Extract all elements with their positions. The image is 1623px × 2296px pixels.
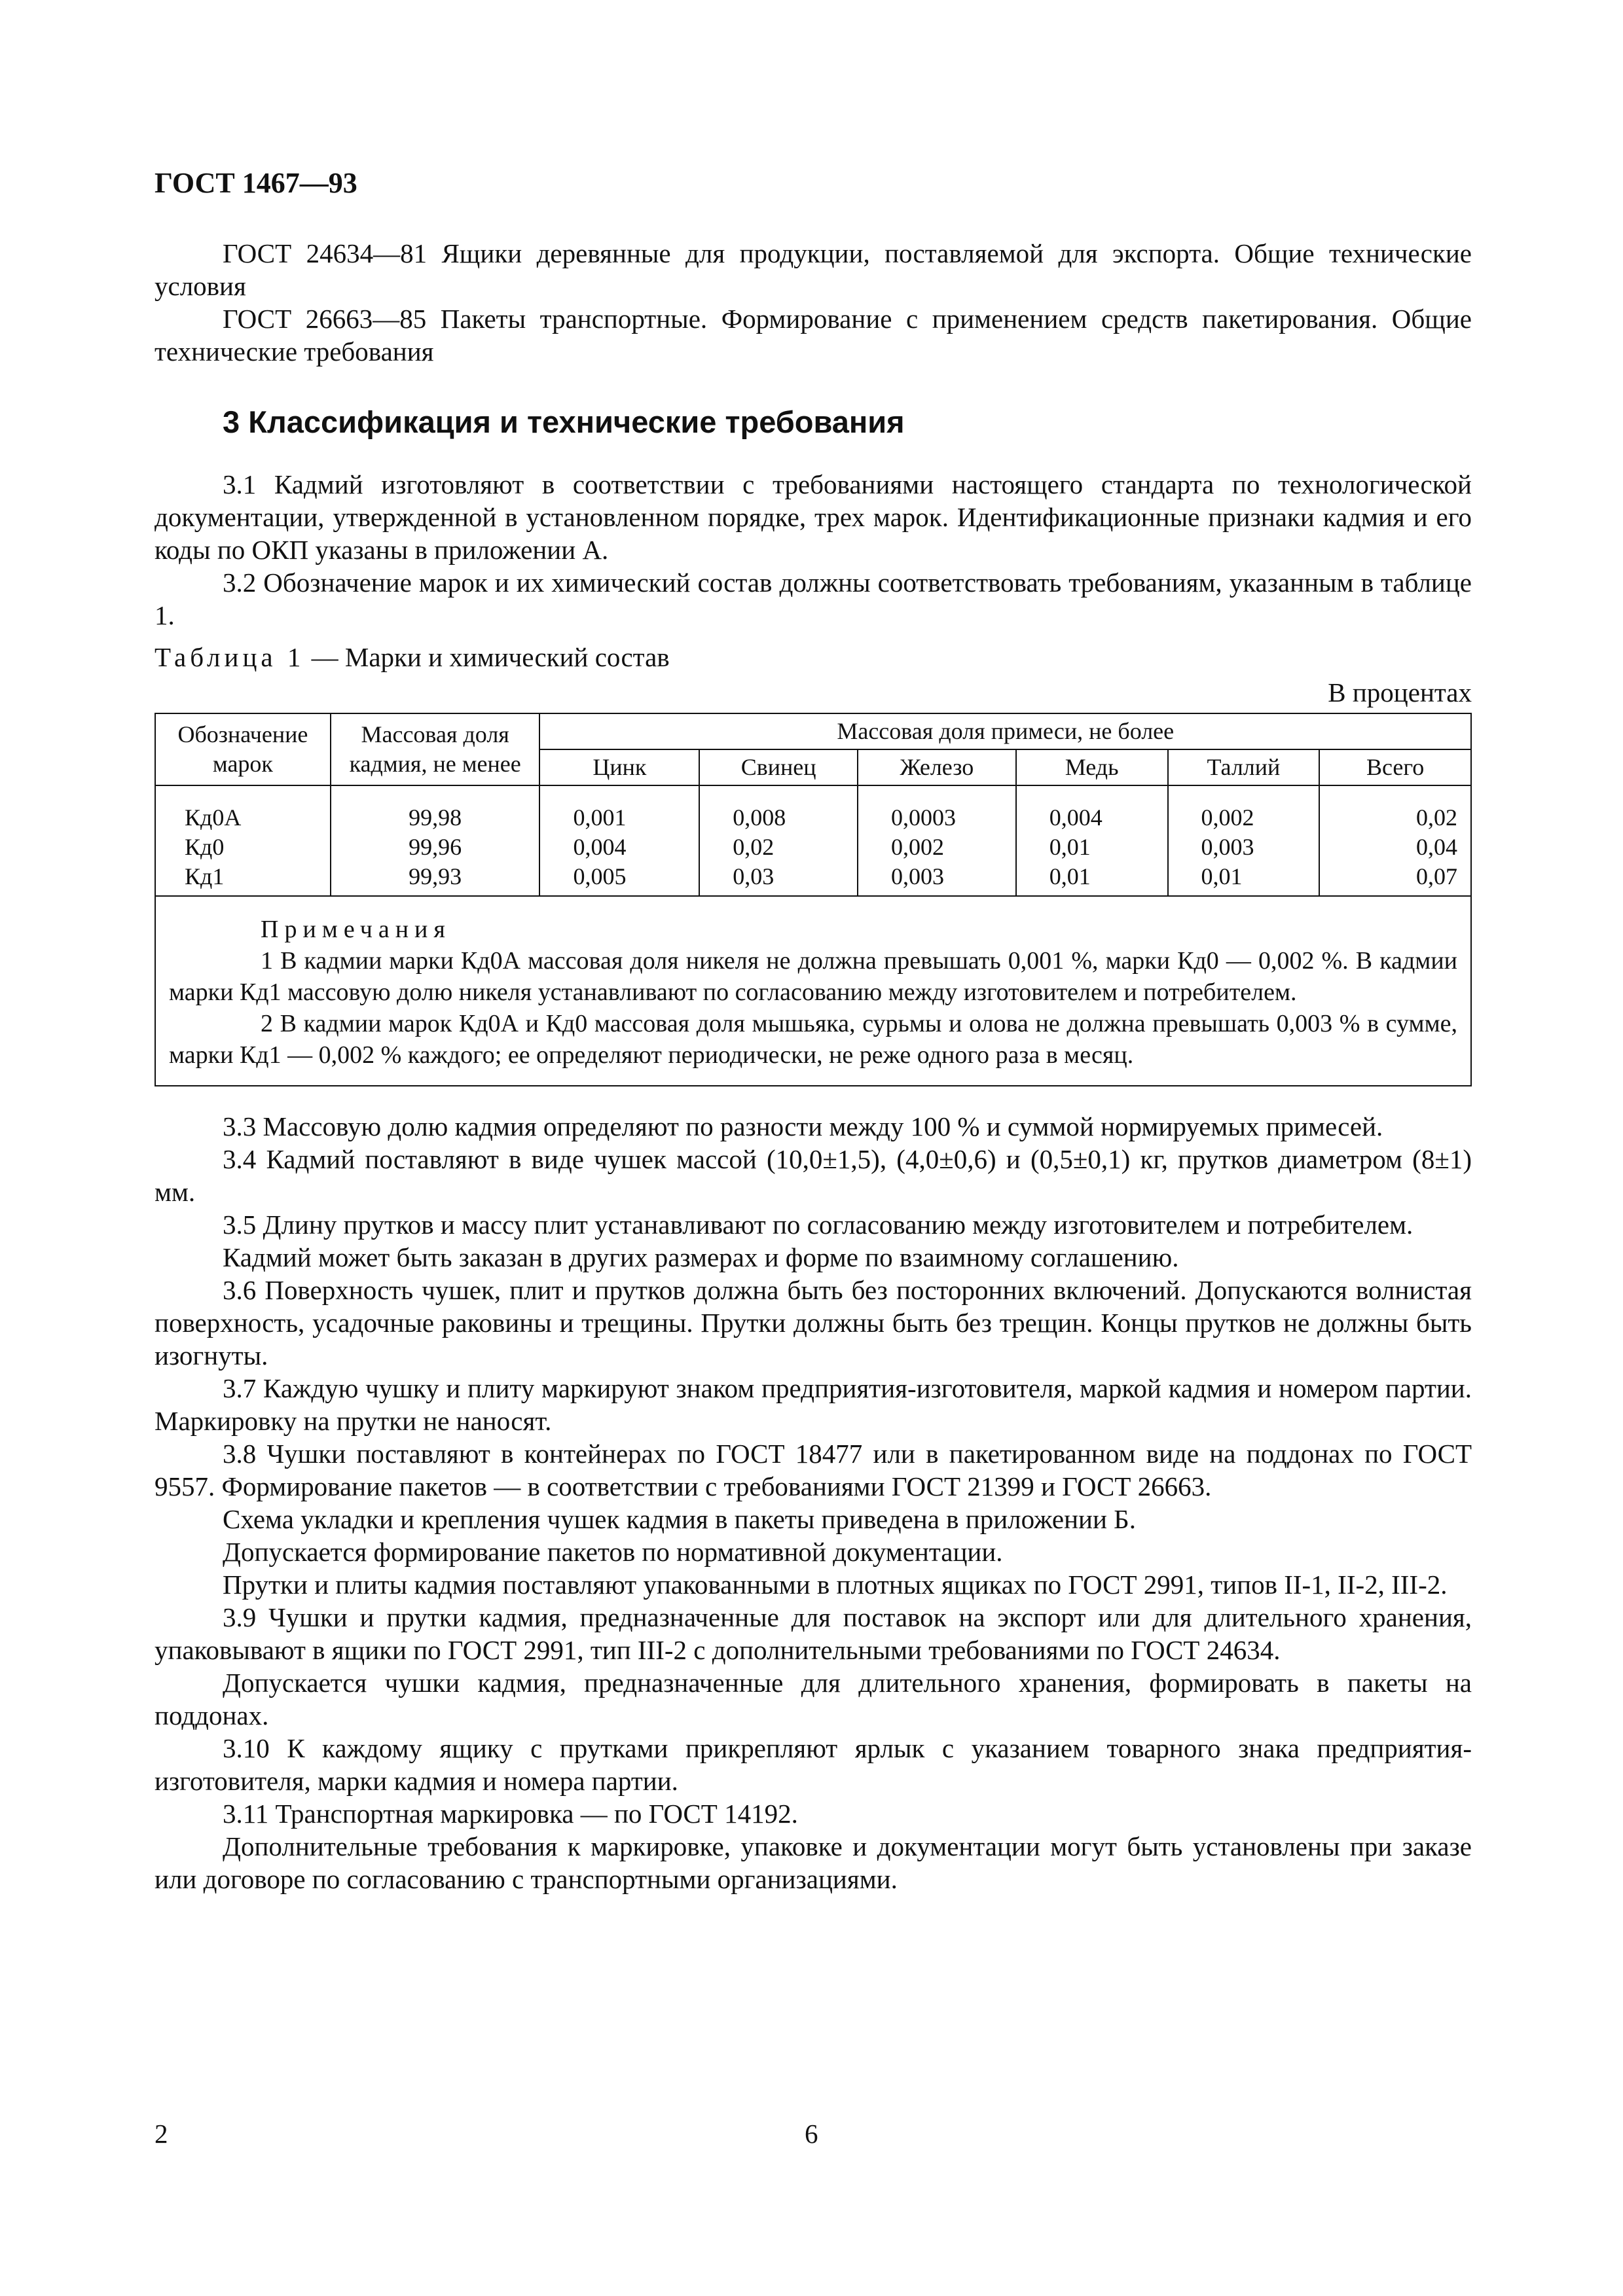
- clause-paragraph: 3.6 Поверхность чушек, плит и прутков должна быть без посторонних включений. Допускаются волнистая поверхность, усадочные раковины и трещины. Прутки должны быть без трещин. Концы прутков не должны быть изогнуты.: [155, 1275, 1472, 1371]
- copper-cell: 0,004 0,01 0,01: [1016, 785, 1168, 896]
- clause-paragraph: 3.1 Кадмий изготовляют в соответствии с требованиями настоящего стандарта по технологической документации, утвержденной в установленном порядке, трех марок. Идентификационные признаки кадмия и его коды по ОКП указаны в приложении А.: [155, 469, 1472, 565]
- clause-paragraph: Дополнительные требования к маркировке, упаковке и документации могут быть установлены при заказе или договоре по согласованию с транспортными организациями.: [155, 1831, 1472, 1894]
- clause-paragraph: 3.5 Длину прутков и массу плит устанавливают по согласованию между изготовителем и потребителем.: [223, 1210, 1413, 1240]
- clause-paragraph: Прутки и плиты кадмия поставляют упакованными в плотных ящиках по ГОСТ 2991, типов II-1, II-2, III-2.: [223, 1570, 1448, 1600]
- cadmium-cell: 99,98 99,96 99,93: [331, 785, 540, 896]
- clause-paragraph: 3.8 Чушки поставляют в контейнерах по ГОСТ 18477 или в пакетированном виде на поддонах по ГОСТ 9557. Формирование пакетов — в соответствии с требованиями ГОСТ 21399 и ГОСТ 26663.: [155, 1439, 1472, 1501]
- zinc-cell: 0,001 0,004 0,005: [539, 785, 699, 896]
- table-note: 1 В кадмии марки Кд0А массовая доля никеля не должна превышать 0,001 %, марки Кд0 — 0,002 %. В кадмии марки Кд1 массовую долю никеля устанавливают по согласованию между изготовителем и потребителем.: [169, 947, 1457, 1006]
- header-impurities: Массовая доля примеси, не более: [539, 713, 1471, 749]
- clause-paragraph: 3.4 Кадмий поставляют в виде чушек массой (10,0±1,5), (4,0±0,6) и (0,5±0,1) кг, прутков диаметром (8±1) мм.: [155, 1144, 1472, 1207]
- document-code-header: ГОСТ 1467—93: [155, 167, 357, 199]
- table-caption-text: — Марки и химический состав: [304, 642, 670, 672]
- table-row: [155, 785, 1471, 896]
- intro-paragraph: ГОСТ 24634—81 Ящики деревянные для продукции, поставляемой для экспорта. Общие технические условия: [155, 238, 1472, 301]
- clause-paragraph: 3.2 Обозначение марок и их химический состав должны соответствовать требованиям, указанным в таблице 1.: [155, 567, 1472, 630]
- thallium-cell: 0,002 0,003 0,01: [1168, 785, 1320, 896]
- header-thallium: Таллий: [1168, 749, 1320, 785]
- header-cadmium: Массовая доля кадмия, не менее: [331, 713, 540, 785]
- header-copper: Медь: [1016, 749, 1168, 785]
- lead-cell: 0,008 0,02 0,03: [699, 785, 858, 896]
- page-number-center: 6: [805, 2119, 818, 2149]
- clause-paragraph: Допускается чушки кадмия, предназначенные для длительного хранения, формировать в пакеты на поддонах.: [155, 1668, 1472, 1731]
- table-notes: [155, 896, 1471, 1086]
- clause-paragraph: 3.10 К каждому ящику с прутками прикрепляют ярлык с указанием товарного знака предприятия-изготовителя, марки кадмия и номера партии.: [155, 1733, 1472, 1796]
- header-zinc: Цинк: [539, 749, 699, 785]
- header-mark: Обозначение марок: [155, 713, 331, 785]
- iron-cell: 0,0003 0,002 0,003: [858, 785, 1016, 896]
- composition-table: [155, 713, 1472, 1086]
- table-unit: В процентах: [1328, 677, 1472, 708]
- clause-paragraph: 3.9 Чушки и прутки кадмия, предназначенные для поставок на экспорт или для длительного хранения, упаковывают в ящики по ГОСТ 2991, тип III-2 с дополнительными требованиями по ГОСТ 24634.: [155, 1602, 1472, 1665]
- header-iron: Железо: [858, 749, 1016, 785]
- document-body: [155, 237, 1472, 1895]
- header-lead: Свинец: [699, 749, 858, 785]
- clause-paragraph: Кадмий может быть заказан в других размерах и форме по взаимному соглашению.: [223, 1242, 1179, 1272]
- intro-paragraph: ГОСТ 26663—85 Пакеты транспортные. Формирование с применением средств пакетирования. Общие технические требования: [155, 304, 1472, 367]
- table-note: 2 В кадмии марок Кд0А и Кд0 массовая доля мышьяка, сурьмы и олова не должна превышать 0,003 % в сумме, марки Кд1 — 0,002 % каждого; ее определяют периодически, не реже одного раза в месяц.: [169, 1010, 1457, 1069]
- table-caption-label: Таблица 1: [155, 642, 305, 672]
- clause-paragraph: Допускается формирование пакетов по нормативной документации.: [223, 1537, 1003, 1567]
- clause-paragraph: 3.7 Каждую чушку и плиту маркируют знаком предприятия-изготовителя, маркой кадмия и номером партии. Маркировку на прутки не наносят.: [155, 1373, 1472, 1436]
- notes-title: Примечания: [261, 916, 451, 943]
- total-cell: 0,02 0,04 0,07: [1319, 785, 1471, 896]
- section-title: 3 Классификация и технические требования: [223, 404, 905, 439]
- mark-cell: Кд0А Кд0 Кд1: [155, 785, 331, 896]
- header-total: Всего: [1319, 749, 1471, 785]
- table-caption: [155, 641, 1472, 673]
- clause-paragraph: 3.3 Массовую долю кадмия определяют по разности между 100 % и суммой нормируемых примесей.: [223, 1111, 1383, 1141]
- page-number-left: 2: [155, 2119, 168, 2149]
- clause-paragraph: 3.11 Транспортная маркировка — по ГОСТ 14192.: [223, 1799, 798, 1829]
- clause-paragraph: Схема укладки и крепления чушек кадмия в пакеты приведена в приложении Б.: [223, 1504, 1136, 1534]
